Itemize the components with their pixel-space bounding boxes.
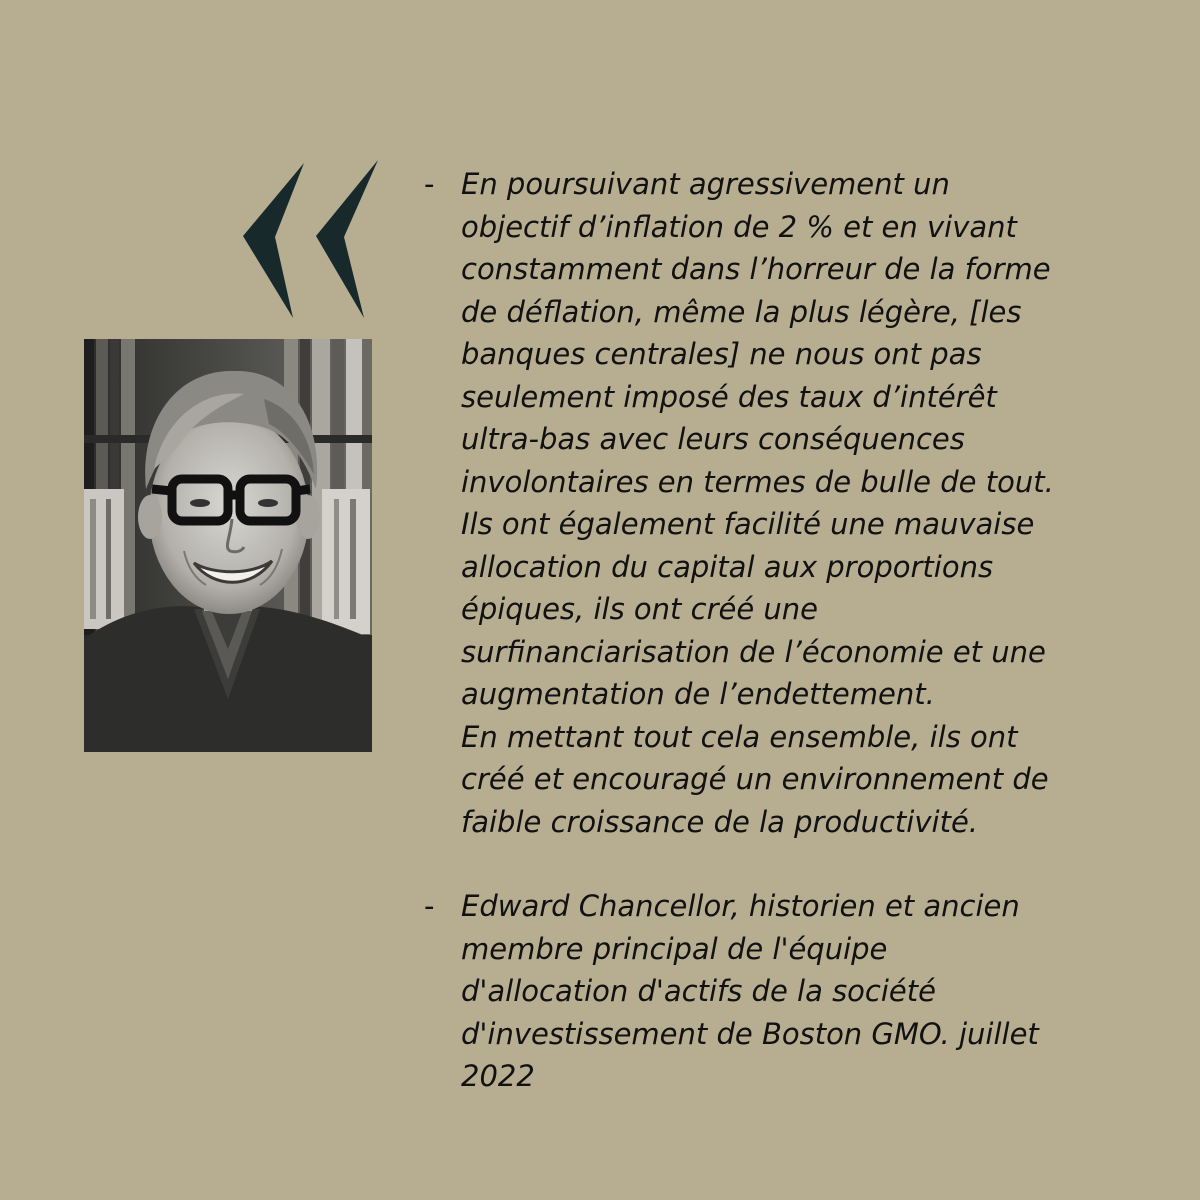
attribution-entry bbox=[422, 885, 1157, 1098]
chevron-left-icon bbox=[243, 163, 304, 318]
quote-line: En poursuivant agressivement un bbox=[461, 167, 950, 201]
quote-chevron-icon bbox=[218, 156, 384, 322]
quote-line: surfinanciarisation de l’économie et une bbox=[461, 634, 1046, 669]
quote-line: créé et encouragé un environnement de bbox=[461, 762, 1049, 796]
quote-line: épiques, ils ont créé une bbox=[461, 592, 819, 626]
quote-line: de déflation, même la plus légère, [les bbox=[461, 294, 1022, 329]
attribution-bullet: - bbox=[424, 889, 435, 923]
quote-text-block bbox=[422, 163, 1157, 1098]
quote-entry bbox=[422, 163, 1157, 843]
attribution-line: membre principal de l'équipe bbox=[461, 931, 888, 966]
quote-line: constamment dans l’horreur de la forme bbox=[461, 252, 1051, 286]
chevron-right-icon bbox=[316, 160, 378, 318]
quote-line: involontaires en termes de bulle de tout. bbox=[461, 464, 1054, 499]
attribution-line: 2022 bbox=[461, 1059, 535, 1093]
attribution-line: Edward Chancellor, historien et ancien bbox=[461, 889, 1020, 923]
portrait-photo bbox=[84, 339, 372, 752]
attribution-line: d'investissement de Boston GMO. juillet bbox=[461, 1016, 1039, 1051]
quote-line: seulement imposé des taux d’intérêt bbox=[461, 379, 997, 414]
attribution-line: d'allocation d'actifs de la société bbox=[461, 974, 936, 1008]
attribution-body bbox=[461, 885, 1157, 1098]
quote-line: En mettant tout cela ensemble, ils ont bbox=[461, 719, 1018, 754]
quote-line: banques centrales] ne nous ont pas bbox=[461, 337, 982, 371]
quote-line: Ils ont également facilité une mauvaise bbox=[461, 507, 1035, 541]
quote-line: allocation du capital aux proportions bbox=[461, 549, 994, 584]
quote-line: objectif d’inflation de 2 % et en vivant bbox=[461, 209, 1017, 244]
quote-body bbox=[461, 163, 1157, 843]
quote-line: faible croissance de la productivité. bbox=[461, 804, 979, 839]
quote-bullet: - bbox=[424, 167, 435, 201]
quote-line: ultra-bas avec leurs conséquences bbox=[461, 422, 965, 456]
quote-line: augmentation de l’endettement. bbox=[461, 677, 935, 711]
